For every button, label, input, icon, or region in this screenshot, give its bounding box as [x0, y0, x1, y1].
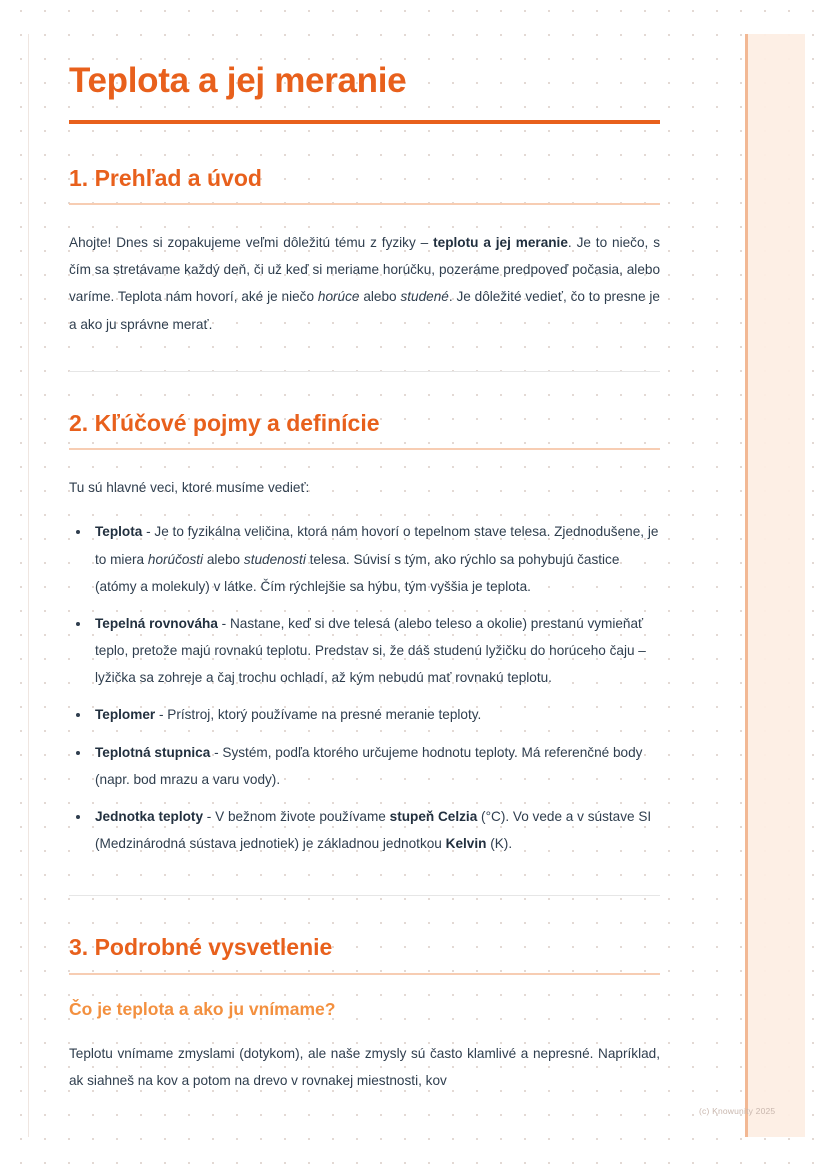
- section-divider-2: [69, 895, 660, 896]
- term-text-1: - Je to fyzikálna veličina, ktorá nám hovorí o tepelnom stave telesa. Zjednodušene, je to miera: [95, 524, 659, 567]
- term-label: Teplotná stupnica: [95, 744, 211, 760]
- term-text-2: alebo: [203, 551, 244, 567]
- list-item: [69, 803, 660, 857]
- page-title: Teplota a jej meranie: [69, 61, 407, 100]
- intro-text-4: . Je dôležité vedieť, čo to presne je a ako ju správne merať.: [69, 289, 660, 332]
- term-text-2: (°C). Vo vede a v sústave SI (Medzinárodná sústava jednotiek) je základnou jednotkou: [95, 809, 652, 852]
- right-accent-band: [745, 34, 805, 1137]
- term-text-1: - Systém, podľa ktorého určujeme hodnotu teploty. Má referenčné body (napr. bod mrazu a varu vody).: [95, 744, 643, 787]
- list-item: [69, 739, 660, 793]
- section-divider-1: [69, 371, 660, 372]
- section-key-terms: [69, 410, 660, 858]
- section-detailed-explanation: [69, 934, 660, 1094]
- key-terms-list: [69, 518, 660, 857]
- title-underline: [69, 120, 660, 124]
- intro-text-2: . Je to niečo, s čím sa stretávame každý deň, či už keď si meriame horúčku, pozeráme predpoveď počasia, alebo varíme. Teplota nám hovorí, aké je niečo: [69, 234, 660, 305]
- term-bold-1: stupeň Celzia: [389, 809, 478, 824]
- intro-italic-2: studené: [400, 289, 449, 305]
- term-italic-1: horúčosti: [147, 551, 204, 567]
- list-item: [69, 701, 660, 728]
- term-label: Tepelná rovnováha: [95, 615, 218, 631]
- term-label: Jednotka teploty: [95, 809, 204, 824]
- section-rule-2: [69, 448, 660, 450]
- list-item: [69, 610, 660, 692]
- subsection-heading: Čo je teplota a ako ju vnímame?: [69, 998, 336, 1019]
- section-rule-1: [69, 203, 660, 205]
- term-bold-2: Kelvin: [445, 836, 487, 852]
- section-rule-3: [69, 973, 660, 975]
- list-item: [69, 518, 660, 600]
- term-text-1: - V bežnom živote používame: [203, 809, 390, 824]
- term-text-1: - Prístroj, ktorý používame na presné meranie teploty.: [155, 707, 482, 723]
- intro-text-3: alebo: [359, 289, 401, 305]
- term-text-1: - Nastane, keď si dve telesá (alebo teleso a okolie) prestanú vymieňať teplo, pretože majú rovnakú teplotu. Predstav si, že dáš studenú lyžičku do horúceho čaju – lyžička sa zohreje a čaj trochu ochladí, až kým nebudú mať rovnakú teplotu.: [95, 615, 646, 686]
- key-terms-lead: Tu sú hlavné veci, ktoré musíme vedieť:: [69, 480, 310, 496]
- intro-bold-1: teplotu a jej meranie: [433, 234, 568, 250]
- section-heading-2: 2. Kľúčové pojmy a definície: [69, 409, 380, 436]
- term-italic-2: studenosti: [243, 551, 306, 567]
- section-heading-3: 3. Podrobné vysvetlenie: [69, 934, 333, 961]
- term-text-3: telesa. Súvisí s tým, ako rýchlo sa pohybujú častice (atómy a molekuly) v látke. Čím rýchlejšie sa hýbu, tým vyššia je teplota.: [95, 551, 620, 594]
- term-label: Teplomer: [95, 707, 156, 723]
- section-overview: [69, 165, 660, 338]
- intro-text-1: Ahojte! Dnes si zopakujeme veľmi dôležitú tému z fyziky –: [69, 234, 434, 250]
- right-accent-line: [745, 34, 748, 1137]
- footer-watermark: (c) Knowunity 2025: [699, 1106, 776, 1116]
- term-label: Teplota: [95, 524, 143, 540]
- term-text-3: (K).: [486, 836, 513, 852]
- section-heading-1: 1. Prehľad a úvod: [69, 164, 262, 191]
- detailed-paragraph: Teplotu vnímame zmyslami (dotykom), ale naše zmysly sú často klamlivé a nepresné. Napríklad, ak siahneš na kov a potom na drevo v rovnakej miestnosti, kov: [69, 1045, 660, 1088]
- intro-italic-1: horúce: [317, 289, 360, 305]
- intro-paragraph: [69, 229, 660, 338]
